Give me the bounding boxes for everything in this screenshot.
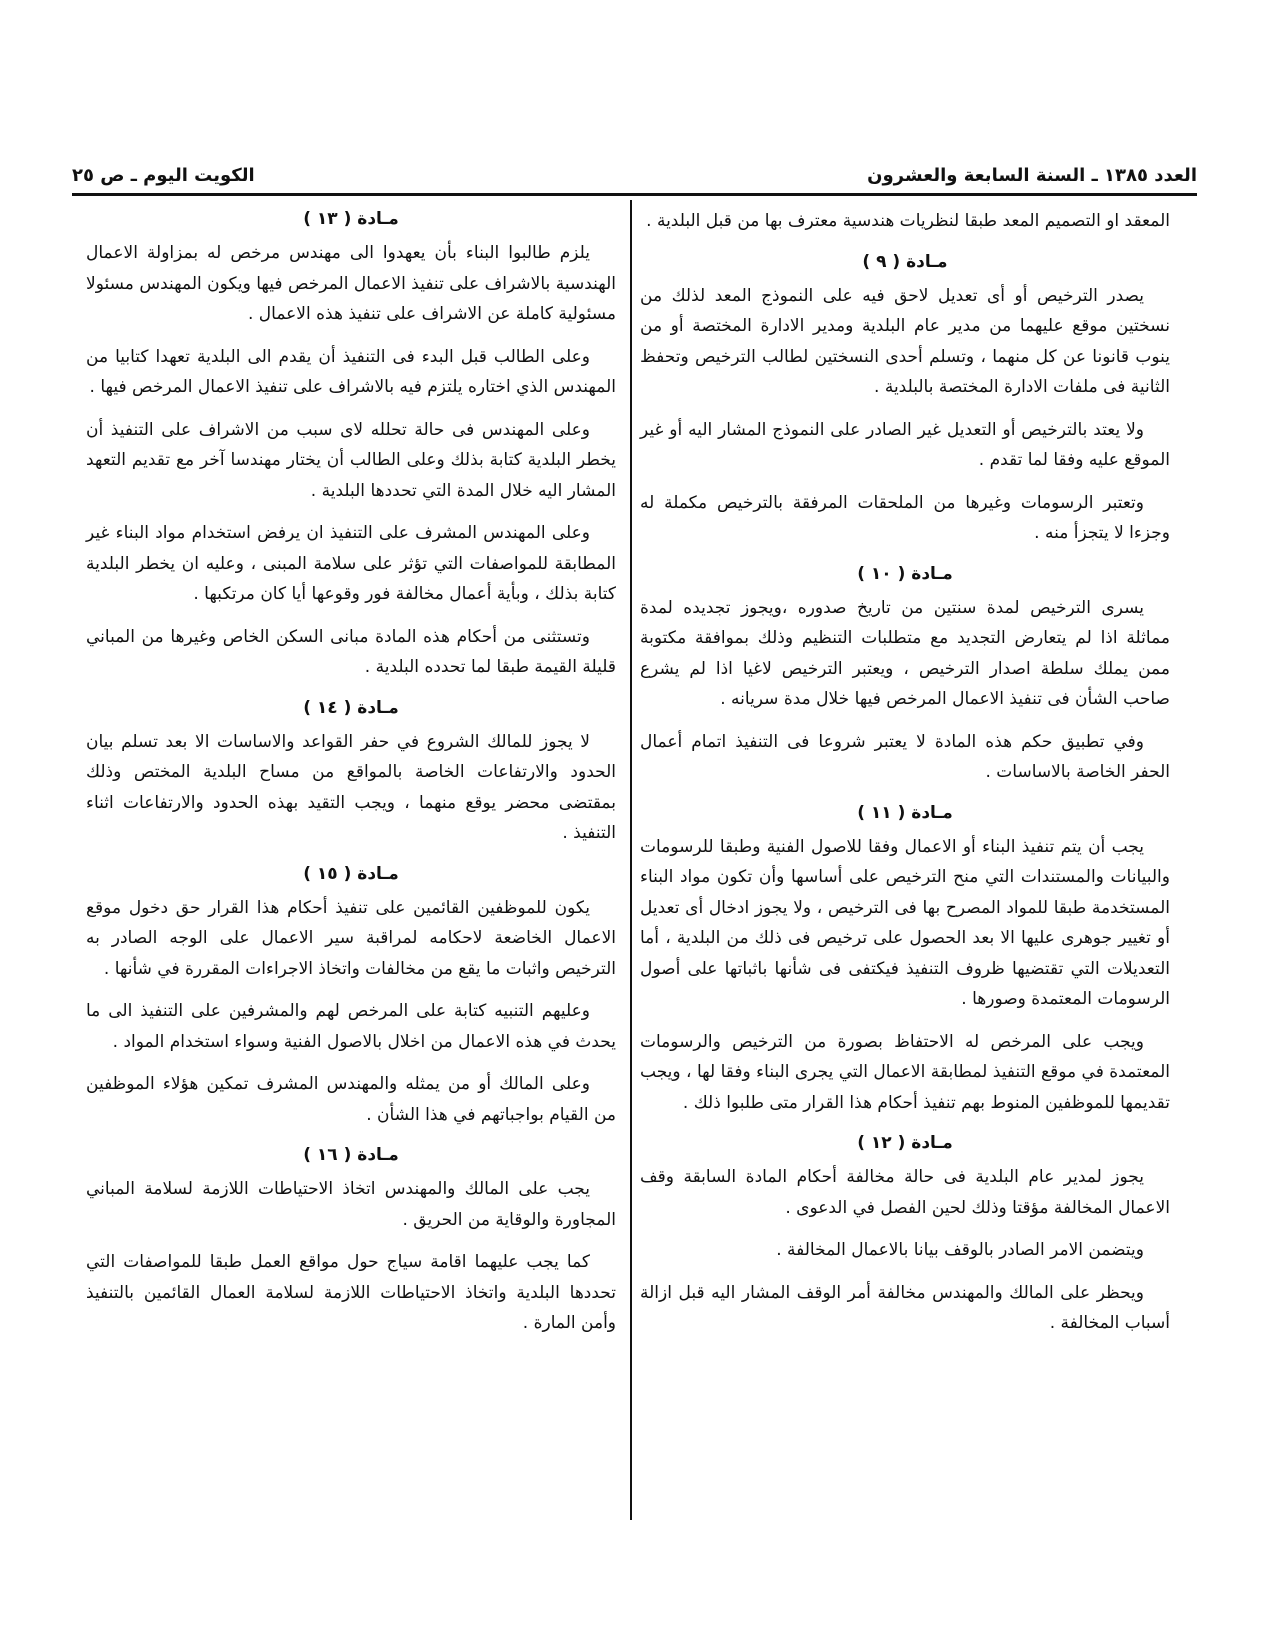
article-heading-9: مـادة ( ٩ ): [862, 251, 948, 272]
paragraph: يسرى الترخيص لمدة سنتين من تاريخ صدوره ،ويجوز تجديده لمدة مماثلة اذا لم يتعارض التجديد مع متطلبات التنظيم وذلك بموافقة مكتوبة ممن يملك سلطة اصدار الترخيص ، ويعتبر الترخيص لاغيا اذا لم يشرع صاحب الشأن فى تنفيذ الاعمال المرخص فيها خلال مدة سريانه .: [640, 597, 1170, 709]
paragraph: المعقد او التصميم المعد طبقا لنظريات هندسية معترف بها من قبل البلدية .: [646, 211, 1170, 231]
paragraph: وعلى الطالب قبل البدء فى التنفيذ أن يقدم الى البلدية تعهدا كتابيا من المهندس الذي اختاره يلتزم فيه بالاشراف على تنفيذ الاعمال المرخص فيها .: [86, 346, 616, 397]
paragraph: يجوز لمدير عام البلدية فى حالة مخالفة أحكام المادة السابقة وقف الاعمال المخالفة مؤقتا وذلك لحين الفصل في الدعوى .: [640, 1167, 1170, 1218]
newspaper-page-number: الكويت اليوم ـ ص ٢٥: [72, 165, 255, 186]
paragraph: وتعتبر الرسومات وغيرها من الملحقات المرفقة بالترخيص مكملة له وجزءا لا يتجزأ منه .: [640, 492, 1170, 543]
article-heading-13: مـادة ( ١٣ ): [303, 209, 399, 229]
paragraph: ويحظر على المالك والمهندس مخالفة أمر الوقف المشار اليه قبل ازالة أسباب المخالفة .: [640, 1282, 1170, 1333]
column-divider: [630, 200, 632, 1520]
paragraph: وتستثنى من أحكام هذه المادة مبانى السكن الخاص وغيرها من المباني قليلة القيمة طبقا لما تحدده البلدية .: [86, 626, 616, 677]
paragraph: يصدر الترخيص أو أى تعديل لاحق فيه على النموذج المعد لذلك من نسختين موقع عليهما من مدير عام البلدية ومدير الادارة المختصة أو من ينوب قانونا عن كل منهما ، وتسلم أحدى النسختين لطالب الترخيص وتحفظ الثانية فى ملفات الادارة المختصة بالبلدية .: [640, 285, 1170, 397]
paragraph: وعلى المالك أو من يمثله والمهندس المشرف تمكين هؤلاء الموظفين من القيام بواجباتهم في هذا الشأن .: [86, 1074, 616, 1125]
paragraph: وعلى المهندس المشرف على التنفيذ ان يرفض استخدام مواد البناء غير المطابقة للمواصفات التي تؤثر على سلامة المبنى ، وعليه ان يخطر البلدية كتابة بذلك ، وبأية أعمال مخالفة فور وقوعها أيا كان مرتكبها .: [86, 523, 616, 604]
left-column: [86, 206, 616, 1351]
paragraph: ويجب على المرخص له الاحتفاظ بصورة من الترخيص والرسومات المعتمدة في موقع التنفيذ لمطابقة الاعمال التي يجرى البناء وفقا لها ، ويجب تقديمها للموظفين المنوط بهم تنفيذ أحكام هذا القرار متى طلبوا ذلك .: [640, 1031, 1170, 1113]
article-heading-10: مـادة ( ١٠ ): [857, 563, 953, 584]
right-column: [640, 206, 1170, 1351]
paragraph: ولا يعتد بالترخيص أو التعديل غير الصادر على النموذج المشار اليه أو غير الموقع عليه وفقا لما تقدم .: [640, 419, 1170, 470]
paragraph: يجب على المالك والمهندس اتخاذ الاحتياطات اللازمة لسلامة المباني المجاورة والوقاية من الحريق .: [86, 1179, 616, 1230]
issue-info: العدد ١٣٨٥ ـ السنة السابعة والعشرون: [867, 165, 1197, 186]
article-heading-14: مـادة ( ١٤ ): [303, 697, 399, 718]
paragraph: لا يجوز للمالك الشروع في حفر القواعد والاساسات الا بعد تسلم بيان الحدود والارتفاعات الخاصة بالمواقع من مساح البلدية المختص وذلك بمقتضى محضر يوقع منهما ، ويجب التقيد بهذه الحدود والارتفاعات اثناء التنفيذ .: [86, 731, 616, 843]
paragraph: ويتضمن الامر الصادر بالوقف بيانا بالاعمال المخالفة .: [776, 1240, 1144, 1260]
page-header: [72, 164, 1197, 188]
article-heading-12: مـادة ( ١٢ ): [857, 1133, 953, 1153]
article-heading-11: مـادة ( ١١ ): [857, 802, 953, 823]
paragraph: يلزم طالبوا البناء بأن يعهدوا الى مهندس مرخص له بمزاولة الاعمال الهندسية بالاشراف على تنفيذ الاعمال المرخص فيها ويكون المهندس مسئولا مسئولية كاملة عن الاشراف على تنفيذ هذه الاعمال .: [86, 243, 616, 324]
article-heading-15: مـادة ( ١٥ ): [303, 863, 399, 884]
header-rule: [72, 193, 1197, 196]
paragraph: يكون للموظفين القائمين على تنفيذ أحكام هذا القرار حق دخول موقع الاعمال الخاضعة لاحكامه لمراقبة سير الاعمال على الوجه الصادر به الترخيص واثبات ما يقع من مخالفات واتخاذ الاجراءات المقررة في شأنها .: [86, 897, 616, 979]
paragraph: كما يجب عليهما اقامة سياج حول مواقع العمل طبقا للمواصفات التي تحددها البلدية واتخاذ الاحتياطات اللازمة لسلامة العمال القائمين بالتنفيذ وأمن المارة .: [86, 1252, 616, 1333]
paragraph: وعلى المهندس فى حالة تحلله لاى سبب من الاشراف على التنفيذ أن يخطر البلدية كتابة بذلك وعلى الطالب أن يختار مهندسا آخر مع تقديم التعهد المشار اليه خلال المدة التي تحددها البلدية .: [86, 419, 616, 501]
article-heading-16: مـادة ( ١٦ ): [303, 1145, 399, 1165]
paragraph: وعليهم التنبيه كتابة على المرخص لهم والمشرفين على التنفيذ الى ما يحدث في هذه الاعمال من اخلال بالاصول الفنية وسواء استخدام المواد .: [86, 1001, 616, 1052]
paragraph: يجب أن يتم تنفيذ البناء أو الاعمال وفقا للاصول الفنية وطبقا للرسومات والبيانات والمستندات التي منح الترخيص على أساسها وأن تكون مواد البناء المستخدمة طبقا للمواد المصرح بها فى الترخيص ، ولا يجوز ادخال أى تعديل أو تغيير جوهرى عليها الا بعد الحصول على ترخيص فى ذلك من البلدية ، أما التعديلات التي تقتضيها ظروف التنفيذ فيكتفى فى شأنها باثباتها على أصول الرسومات المعتمدة وصورها .: [640, 836, 1170, 1009]
paragraph: وفي تطبيق حكم هذه المادة لا يعتبر شروعا فى التنفيذ اتمام أعمال الحفر الخاصة بالاساسات .: [640, 731, 1170, 782]
